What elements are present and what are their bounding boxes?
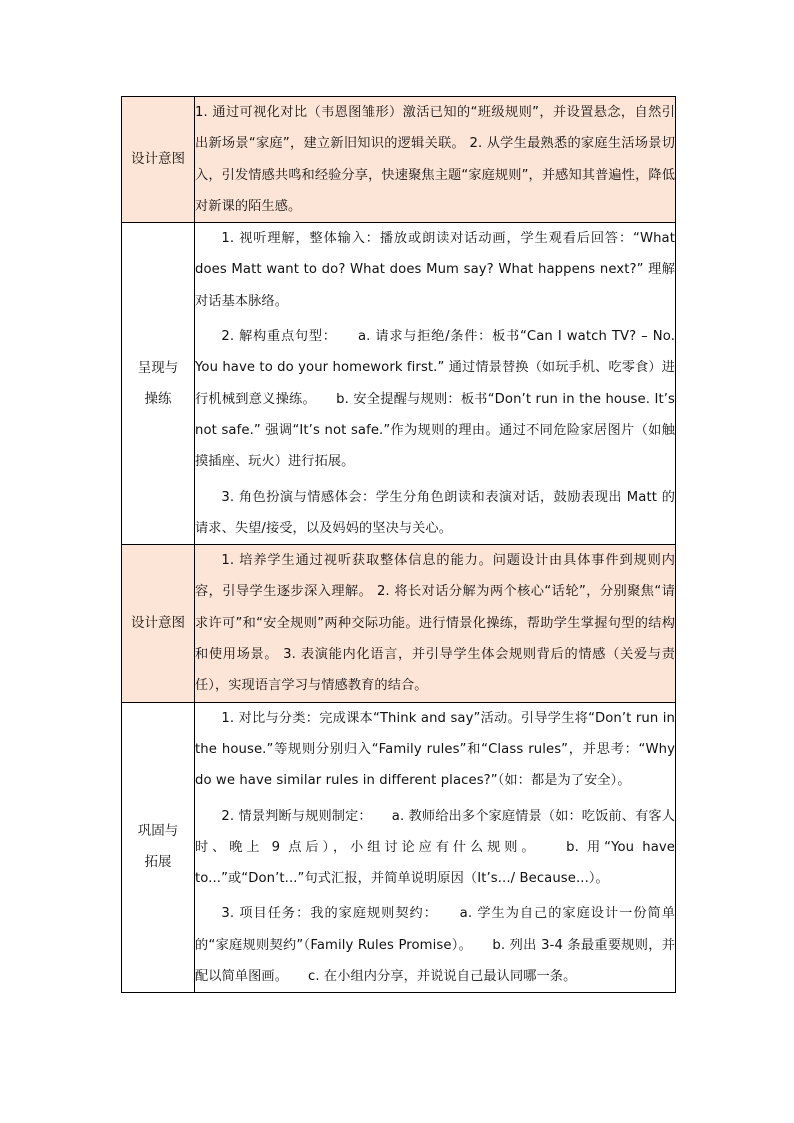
content-paragraph: 1. 视听理解，整体输入：播放或朗读对话动画，学生观看后回答：“What does Matt want to do? What does Mum say? What happens next?” 理解对话基本脉络。 [195, 231, 675, 309]
row-content [195, 97, 676, 223]
row-content [195, 702, 676, 993]
row-label: 设计意图 [122, 545, 195, 702]
content-paragraph: 1. 对比与分类：完成课本“Think and say”活动。引导学生将“Don’t run in the house.”等规则分别归入“Family rules”和“Class rules”，并思考：“Why do we have similar rules in different places?”（如：都是为了安全）。 [195, 710, 675, 789]
row-content [195, 223, 676, 545]
table-row-design-intent-2 [122, 545, 676, 702]
content-paragraph: 3. 项目任务：我的家庭规则契约： a. 学生为自己的家庭设计一份简单的“家庭规则契约”（Family Rules Promise）。 b. 列出 3-4 条最重要规则，并配以简单图画。 c. 在小组内分享，并说说自己最认同哪一条。 [195, 906, 675, 985]
table-row-presentation-practice [122, 223, 676, 545]
content-paragraph: 1. 通过可视化对比（韦恩图雏形）激活已知的“班级规则”，并设置悬念，自然引出新场景“家庭”，建立新旧知识的逻辑关联。 2. 从学生最熟悉的家庭生活场景切入，引发情感共鸣和经验分享，快速聚焦主题“家庭规则”，并感知其普遍性，降低对新课的陌生感。 [195, 105, 675, 214]
content-paragraph: 3. 角色扮演与情感体会：学生分角色朗读和表演对话，鼓励表现出 Matt 的请求、失望/接受，以及妈妈的坚决与关心。 [195, 489, 675, 536]
row-label: 巩固与拓展 [122, 702, 195, 993]
content-paragraph: 1. 培养学生通过视听获取整体信息的能力。问题设计由具体事件到规则内容，引导学生逐步深入理解。 2. 将长对话分解为两个核心“话轮”，分别聚焦“请求许可”和“安全规则”两种交际功能。进行情景化操练，帮助学生掌握句型的结构和使用场景。 3. 表演能内化语言，并引导学生体会规则背后的情感（关爱与责任），实现语言学习与情感教育的结合。 [195, 553, 675, 694]
content-paragraph: 2. 解构重点句型： a. 请求与拒绝/条件：板书“Can I watch TV? – No. You have to do your homework first.” 通过情景替换（如玩手机、吃零食）进行机械到意义操练。 b. 安全提醒与规则：板书“Don’t run in the house. It’s not safe.” 强调“It’s not safe.”作为规则的理由。通过不同危险家居图片（如触摸插座、玩火）进行拓展。 [195, 329, 675, 470]
row-label: 设计意图 [122, 97, 195, 223]
content-paragraph: 2. 情景判断与规则制定： a. 教师给出多个家庭情景（如：吃饭前、有客人时、晚上 9 点后），小组讨论应有什么规则。 b. 用“You have to...”或“Don’t...”句式汇报，并简单说明原因（It’s.../ Because...）。 [195, 808, 675, 887]
row-label: 呈现与操练 [122, 223, 195, 545]
lesson-plan-table [121, 96, 676, 993]
row-content [195, 545, 676, 702]
table-row-design-intent-1 [122, 97, 676, 223]
table-row-consolidation-extension [122, 702, 676, 993]
